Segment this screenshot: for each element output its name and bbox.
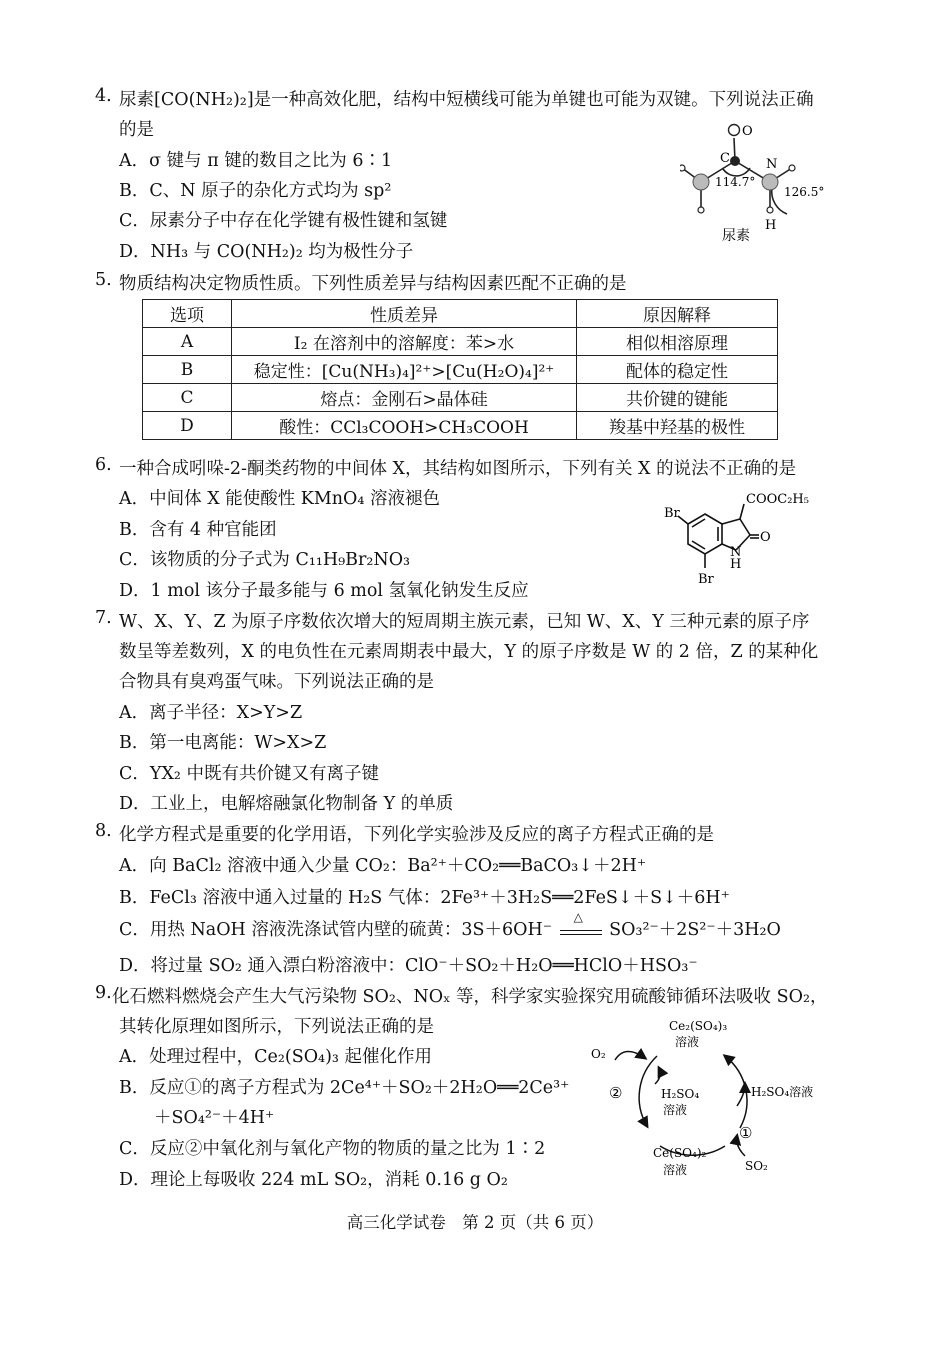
q7-option-c: C．YX₂ 中既有共价键又有离子键 <box>119 764 379 784</box>
bromine-label-bottom: Br <box>698 572 714 587</box>
q7-stem-line1: W、X、Y、Z 为原子序数依次增大的短周期主族元素，已知 W、X、Y 三种元素的原子序 <box>119 612 810 632</box>
q5-stem: 物质结构决定物质性质。下列性质差异与结构因素匹配不正确的是 <box>119 274 627 294</box>
q8-option-c-right: SO₃²⁻＋2S²⁻＋3H₂O <box>609 920 781 940</box>
table-cell: C <box>143 384 232 412</box>
q8-option-c <box>119 909 781 941</box>
urea-structure-figure <box>680 116 840 251</box>
table-cell: B <box>143 356 232 384</box>
table-cell: 熔点：金刚石>晶体硅 <box>232 384 577 412</box>
q9-stem-line2: 其转化原理如图所示，下列说法正确的是 <box>119 1017 434 1037</box>
q9-option-c: C．反应②中氧化剂与氧化产物的物质的量之比为 1∶2 <box>119 1139 546 1159</box>
q6-option-c: C．该物质的分子式为 C₁₁H₉Br₂NO₃ <box>119 550 411 570</box>
q7-option-b: B．第一电离能：W>X>Z <box>119 733 327 753</box>
q7-stem-line2: 数呈等差数列，X 的电负性在元素周期表中最大，Y 的原子序数是 W 的 2 倍，Z 的某种化 <box>119 642 819 662</box>
table-row <box>143 384 778 412</box>
urea-label-h: H <box>765 218 777 233</box>
q9-option-d: D．理论上每吸收 224 mL SO₂，消耗 0.16 g O₂ <box>119 1170 508 1190</box>
q6-stem: 一种合成吲哚-2-酮类药物的中间体 X，其结构如图所示，下列有关 X 的说法不正确的是 <box>119 459 797 479</box>
q8-number: 8. <box>95 821 112 841</box>
table-cell: 相似相溶原理 <box>577 328 778 356</box>
urea-caption: 尿素 <box>722 228 750 244</box>
table-header-cell: 性质差异 <box>232 300 577 328</box>
reaction-marker-1: ① <box>739 1124 753 1142</box>
ring-hydrogen-label: H <box>730 557 742 572</box>
q7-option-d: D．工业上，电解熔融氯化物制备 Y 的单质 <box>119 794 454 814</box>
table-header-cell: 选项 <box>143 300 232 328</box>
reaction-marker-2: ② <box>609 1084 623 1102</box>
q4-option-a: A．σ 键与 π 键的数目之比为 6∶1 <box>119 151 393 171</box>
q5-number: 5. <box>95 270 112 290</box>
table-row <box>143 412 778 440</box>
table-cell: 羧基中羟基的极性 <box>577 412 778 440</box>
cycle-label-sulfur-dioxide: SO₂ <box>745 1159 768 1173</box>
q7-number: 7. <box>95 608 112 628</box>
table-cell: D <box>143 412 232 440</box>
q9-option-b-line2: ＋SO₄²⁻＋4H⁺ <box>154 1108 275 1128</box>
q5-table <box>142 299 778 440</box>
q8-option-b: B．FeCl₃ 溶液中通入过量的 H₂S 气体：2Fe³⁺＋3H₂S══2FeS↓＋S↓＋6H⁺ <box>119 888 730 908</box>
indolinone-structure-figure <box>660 490 830 590</box>
cycle-label-middle-solution: 溶液 <box>663 1103 688 1117</box>
table-cell: 稳定性：[Cu(NH₃)₄]²⁺>[Cu(H₂O)₄]²⁺ <box>232 356 577 384</box>
q4-stem-line1: 尿素[CO(NH₂)₂]是一种高效化肥，结构中短横线可能为单键也可能为双键。下列说法正确 <box>119 90 814 110</box>
ring-nitrogen-label: N <box>730 545 742 560</box>
q4-number: 4. <box>95 86 112 106</box>
q4-stem-line2: 的是 <box>119 120 154 140</box>
q9-number: 9. <box>95 983 112 1003</box>
q6-option-d: D．1 mol 该分子最多能与 6 mol 氢氧化钠发生反应 <box>119 581 529 601</box>
heating-arrow <box>558 909 604 939</box>
urea-label-o: O <box>742 124 753 139</box>
q4-option-d: D．NH₃ 与 CO(NH₂)₂ 均为极性分子 <box>119 242 414 262</box>
table-cell: 酸性：CCl₃COOH>CH₃COOH <box>232 412 577 440</box>
urea-label-n: N <box>766 157 778 172</box>
q6-option-b: B．含有 4 种官能团 <box>119 520 277 540</box>
carbon-atom <box>730 156 740 166</box>
oxygen-atom <box>729 125 740 136</box>
nitrogen-atom-right <box>762 174 778 190</box>
cycle-label-bottom: Ce(SO₄)₂ <box>653 1146 707 1160</box>
cycle-label-top-solution: 溶液 <box>675 1035 700 1049</box>
carbonyl-oxygen-label: O <box>760 530 771 545</box>
cycle-label-oxygen: O₂ <box>591 1047 606 1061</box>
table-row <box>143 328 778 356</box>
table-cell: 配体的稳定性 <box>577 356 778 384</box>
table-cell: 共价键的键能 <box>577 384 778 412</box>
table-header-cell: 原因解释 <box>577 300 778 328</box>
table-cell: I₂ 在溶剂中的溶解度：苯>水 <box>232 328 577 356</box>
table-header-row <box>143 300 778 328</box>
urea-angle-1: 114.7° <box>715 175 756 189</box>
q4-option-c: C．尿素分子中存在化学键有极性键和氢键 <box>119 211 448 231</box>
table-row <box>143 356 778 384</box>
q7-stem-line3: 合物具有臭鸡蛋气味。下列说法正确的是 <box>119 672 434 692</box>
q8-stem: 化学方程式是重要的化学用语，下列化学实验涉及反应的离子方程式正确的是 <box>119 825 714 845</box>
urea-label-c: C <box>720 151 730 166</box>
q8-option-c-left: C．用热 NaOH 溶液洗涤试管内壁的硫黄：3S＋6OH⁻ <box>119 920 552 940</box>
q6-number: 6. <box>95 455 112 475</box>
cycle-label-middle: H₂SO₄ <box>661 1087 700 1101</box>
q9-stem-line1: 化石燃料燃烧会产生大气污染物 SO₂、NOₓ 等，科学家实验探究用硫酸铈循环法吸收 SO₂， <box>112 987 828 1007</box>
cerium-cycle-diagram <box>585 1018 835 1180</box>
q7-option-a: A．离子半径：X>Y>Z <box>119 703 303 723</box>
q8-option-a: A．向 BaCl₂ 溶液中通入少量 CO₂：Ba²⁺＋CO₂══BaCO₃↓＋2H⁺ <box>119 856 647 876</box>
bromine-label-top: Br <box>664 506 680 521</box>
q4-option-b: B．C、N 原子的杂化方式均为 sp² <box>119 181 392 201</box>
ester-group-label: COOC₂H₅ <box>746 492 809 507</box>
q8-option-d: D．将过量 SO₂ 通入漂白粉溶液中：ClO⁻＋SO₂＋H₂O══HClO＋HSO₃⁻ <box>119 956 698 976</box>
urea-angle-2: 126.5° <box>784 185 825 199</box>
cycle-label-top: Ce₂(SO₄)₃ <box>669 1019 728 1033</box>
cycle-label-bottom-solution: 溶液 <box>663 1163 688 1177</box>
page-footer: 高三化学试卷 第 2 页（共 6 页） <box>346 1213 604 1232</box>
nitrogen-atom-left <box>693 174 709 190</box>
q6-option-a: A．中间体 X 能使酸性 KMnO₄ 溶液褪色 <box>119 489 440 509</box>
q9-option-a: A．处理过程中，Ce₂(SO₄)₃ 起催化作用 <box>119 1047 432 1067</box>
q9-option-b-line1: B．反应①的离子方程式为 2Ce⁴⁺＋SO₂＋2H₂O══2Ce³⁺ <box>119 1078 570 1098</box>
cycle-label-right: H₂SO₄溶液 <box>751 1085 814 1099</box>
heating-condition: △ <box>573 909 583 924</box>
table-cell: A <box>143 328 232 356</box>
